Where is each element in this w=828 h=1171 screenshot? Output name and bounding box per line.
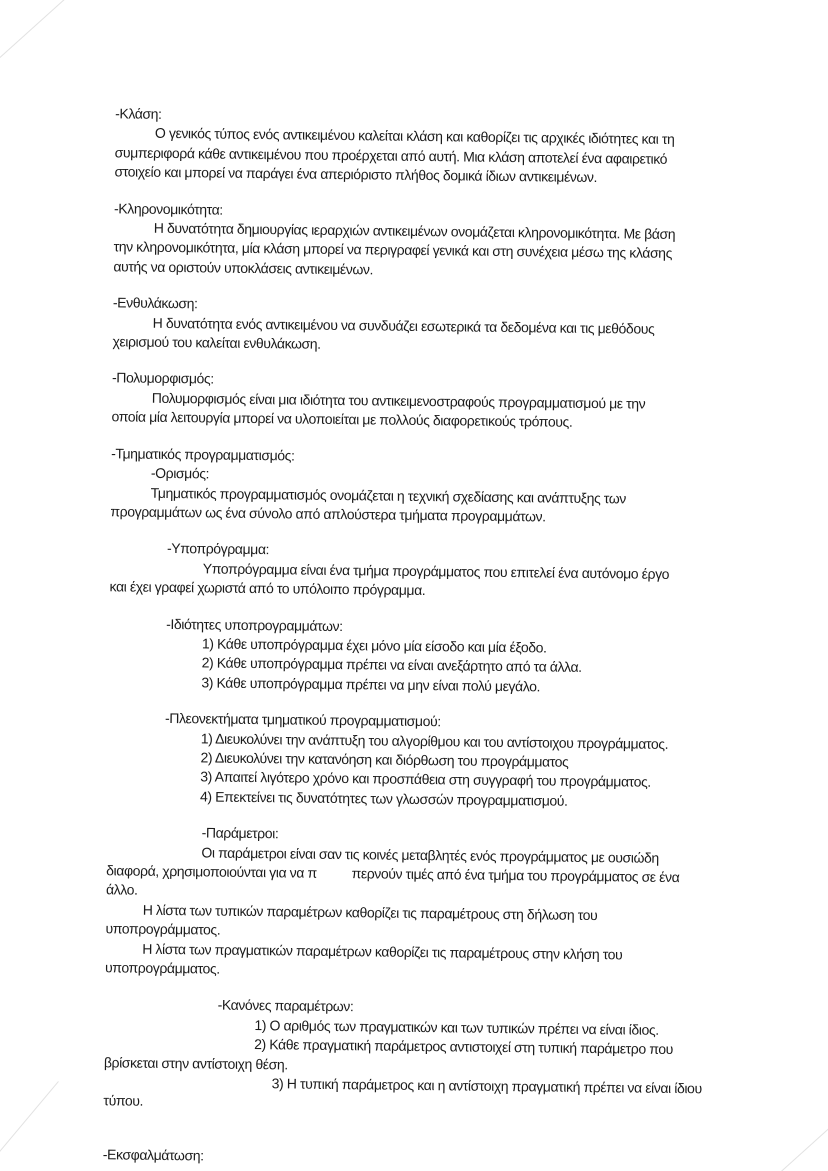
text-line: -Ιδιότητες υποπρογραμμάτων: [166,615,343,634]
text-line: -Τμηματικός προγραμματισμός: [111,444,295,464]
text-line: -Πολυμορφισμός: [111,369,214,387]
text-line: Τμηματικός προγραμματισμός ονομάζεται η τεχνική σχεδίασης και ανάπτυξης των [150,484,627,506]
text-line: -Ορισμός: [150,464,210,482]
text-line: Η λίστα των τυπικών παραμέτρων καθορίζει τις παραμέτρους στη δήλωση του [142,901,598,923]
text-line: υποπρογράμματος. [105,920,221,938]
text-line: αυτής να οριστούν υποκλάσεις αντικειμένων. [113,258,374,278]
text-line: Υποπρόγραμμα είναι ένα τμήμα προγράμματος που επιτελεί ένα αυτόνομο έργο [202,560,670,582]
text-line: και έχει γραφεί χωριστά από το υπόλοιπο πρόγραμμα. [109,578,426,599]
text-line: υποπρογράμματος. [104,959,220,977]
text-line: στοιχείο και μπορεί να παράγει ένα απεριόριστο πλήθος δομικά ίδιων αντικειμένων. [114,163,598,186]
text-line: -Κληρονομικότητα: [113,199,223,218]
text-line: -Κλάση: [115,105,162,122]
text-line: Πολυμορφισμός είναι μια ιδιότητα του αντικειμενοστραφούς προγραμματισμού με την [151,389,646,412]
page-corner-edge-bottom-left [0,1081,59,1170]
text-line: Ο γενικός τύπος ενός αντικειμένου καλείται κλάση και καθορίζει τις αρχικές ιδιότητες και τη [154,125,675,148]
text-line: 3) Απαιτεί λιγότερο χρόνο και προσπάθεια στη συγγραφή του προγράμματος. [200,768,651,791]
text-line: 4) Επεκτείνει τις δυνατότητες των γλωσσών προγραμματισμού. [200,788,568,809]
text-line: 2) Διευκολύνει την κατανόηση και διόρθωση του προγράμματος [200,749,569,770]
text-line: 1) Ο αριθμός των πραγματικών και των τυπικών πρέπει να είναι ίδιος. [254,1016,659,1038]
text-line: -Εκσφαλμάτωση: [102,1146,204,1164]
text-line: Η δυνατότητα δημιουργίας ιεραρχιών αντικειμένων ονομάζεται κληρονομικότητα. Με βάση [153,219,676,243]
text-block [103,104,741,1171]
text-line: τύπου. [103,1092,144,1110]
text-line: -Κανόνες παραμέτρων: [217,997,354,1015]
text-line: -Παράμετροι: [201,824,279,842]
page-corner-edge-top-left [0,0,69,73]
text-line: συμπεριφορά κάθε αντικειμένου που προέρχεται από αυτή. Μια κλάση αποτελεί ένα αφαιρετικό [114,144,668,167]
text-line: διαφορά, χρησιμοποιούνται για να π περνούν τιμές από ένα τμήμα του προγράμματος σε ένα [106,862,680,886]
text-line: 3) Η τυπική παράμετρος και η αντίστοιχη πραγματική πρέπει να είναι ίδιου [271,1075,702,1097]
text-line: προγραμμάτων ως ένα σύνολο από απλούστερα τμήματα προγραμμάτων. [110,503,546,525]
text-line: -Ενθυλάκωση: [112,294,198,312]
text-line: Η δυνατότητα ενός αντικειμένου να συνδυάζει εσωτερικά τα δεδομένα και τις μεθόδους [152,314,655,337]
text-line: οποία μία λειτουργία μπορεί να υλοποιείται με πολλούς διαφορετικούς τρόπους. [111,408,573,431]
text-line: βρίσκεται στην αντίστοιχη θέση. [103,1053,288,1073]
text-line: Η λίστα των πραγματικών παραμέτρων καθορίζει τις παραμέτρους στην κλήση του [142,940,623,963]
text-line: 3) Κάθε υποπρόγραμμα πρέπει να μην είναι πολύ μεγάλο. [201,674,541,695]
text-line: -Πλεονεκτήματα τμηματικού προγραμματισμού: [164,710,441,730]
text-line: 1) Διευκολύνει την ανάπτυξη του αλγορίθμου και του αντίστοιχου προγράμματος. [200,729,669,752]
text-line: 1) Κάθε υποπρόγραμμα έχει μόνο μία είσοδο και μία έξοδο. [201,635,547,656]
page-corner-edge-bottom-right [761,1112,828,1171]
text-line: Οι παράμετροι είναι σαν τις κοινές μεταβλητές ενός προγράμματος με ουσιώδη [201,843,659,866]
text-line: 2) Κάθε υποπρόγραμμα πρέπει να είναι ανεξάρτητο από τα άλλα. [201,654,582,676]
text-line: άλλο. [105,881,138,899]
text-line: 2) Κάθε πραγματική παράμετρος αντιστοιχεί στη τυπική παράμετρο που [254,1036,674,1058]
text-line: -Υποπρόγραμμα: [166,540,270,558]
text-line: την κληρονομικότητα, μία κλάση μπορεί να περιγραφεί γενικά και στη συνέχεια μέσω της κλάσης [113,238,673,262]
text-line: χειρισμού του καλείται ενθυλάκωση. [112,333,321,352]
